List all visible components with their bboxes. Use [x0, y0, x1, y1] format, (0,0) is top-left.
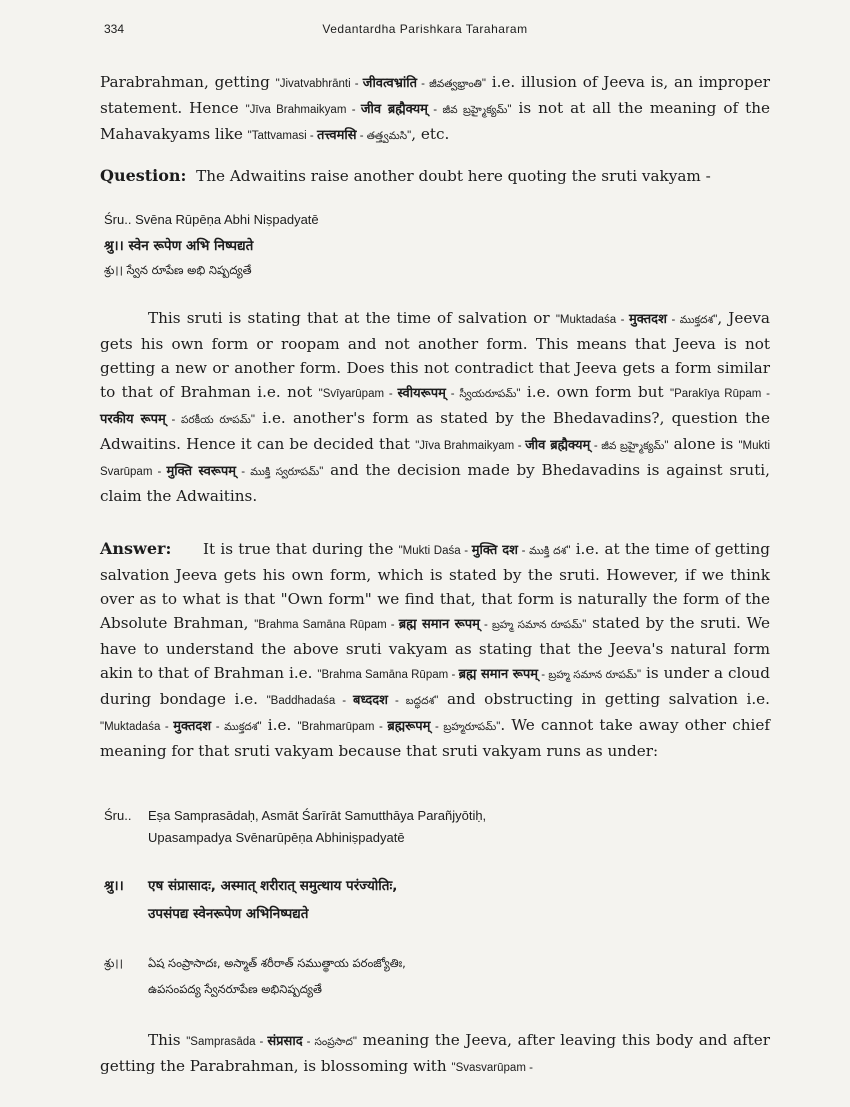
text-run: , etc.	[411, 125, 450, 143]
text-run: "Jīva Brahmaikyam -	[415, 440, 526, 452]
text-run: తత్త్వమసి	[366, 130, 408, 142]
text-run: "	[434, 695, 439, 707]
answer-paragraph	[100, 537, 770, 763]
text-run: "Brahmarūpam -	[297, 721, 388, 733]
text-run: -	[430, 721, 444, 733]
text-run: बध्ददश	[353, 693, 389, 708]
text-run: "Brahma Samāna Rūpam -	[317, 669, 459, 681]
sruti-1-telugu: శ్రు।। స్వేన రూపేణ అభి నిష్పద్యతే	[104, 263, 252, 277]
text-run: బ్రహ్మరూపమ్	[443, 721, 497, 733]
text-run: సంప్రసాద	[314, 1036, 353, 1048]
sruti-1-devanagari: श्रु।। स्वेन रूपेण अभि निष्पद्यते	[104, 238, 254, 254]
text-run: -	[518, 545, 530, 557]
text-run: This	[148, 1031, 187, 1049]
text-run: "	[713, 314, 718, 326]
text-run: is under a cloud during bondage i.e.	[100, 664, 770, 708]
text-run: పరకీయ రూపమ్	[180, 414, 251, 426]
text-run: "	[496, 721, 501, 733]
text-run: स्वीयरूपम्	[397, 386, 446, 401]
sruti-2-roman-line-2: Upasampadya Svēnarūpēṇa Abhiniṣpadyatē	[148, 830, 405, 845]
sruti-2-telugu-line-2: ఉపసంపద్య స్వేనరూపేణ అభినిష్పద్యతే	[148, 982, 322, 996]
text-run: Parabrahman, getting	[100, 73, 276, 91]
text-run: "Brahma Samāna Rūpam -	[254, 619, 399, 631]
text-run: "Mukti Svarūpam -	[100, 440, 771, 478]
paragraph-2	[100, 306, 770, 508]
text-run: i.e. at the time of getting salvation Jeeva gets his own form, which is stated by the sruti. However, if we think over as to what is that "Own form" we find that, that form is naturally the form of the Absolute Brahman,	[100, 540, 770, 632]
text-run: "	[319, 466, 324, 478]
sruti-2-devanagari-line-2: उपसंपद्य स्वेनरूपेण अभिनिष्पद्यते	[148, 906, 309, 922]
sruti-2-devanagari-line-1: श्रु।। एष संप्रासादः, अस्मात् शरीरात् समुत्थाय परंज्योतिः,	[104, 878, 398, 894]
text-run: "	[250, 414, 255, 426]
sruti-1-roman: Śru.. Svēna Rūpēṇa Abhi Niṣpadyatē	[104, 212, 319, 227]
text-run: "Muktadaśa -	[100, 721, 174, 733]
text-run: బ్రహ్మ సమాన రూపమ్	[491, 619, 583, 631]
text-run: "Parakīya Rūpam -	[670, 388, 770, 400]
text-run: It is true that during the	[203, 540, 399, 558]
text-run: जीवत्वभ्रांति	[362, 76, 417, 91]
text-run: -	[666, 314, 680, 326]
text-run: స్వీయరూపమ్	[459, 388, 517, 400]
text-run: ब्रह्म समान रूपम्	[398, 617, 480, 632]
text-run: -	[417, 78, 430, 90]
text-run: ముక్తి దశ	[529, 545, 567, 557]
running-header-title: Vedantardha Parishkara Taraharam	[322, 22, 528, 36]
text-run: and the decision made by Bhedavadins is against sruti, claim the Adwaitins.	[100, 461, 770, 505]
text-run: जीव ब्रह्मैक्यम्	[360, 102, 428, 117]
text-run: "Svīyarūpam -	[318, 388, 398, 400]
text-run: -	[388, 695, 406, 707]
text-run: "	[352, 1036, 357, 1048]
text-run: "	[516, 388, 521, 400]
text-run: "Svasvarūpam -	[451, 1062, 533, 1074]
text-run: and obstructing in getting salvation i.e.	[438, 690, 770, 708]
text-run: -	[590, 440, 602, 452]
text-run: -	[211, 721, 225, 733]
text-run: -	[538, 669, 549, 681]
paragraph-4	[100, 1028, 770, 1080]
text-run: -	[479, 619, 492, 631]
text-run: "Mukti Daśa -	[398, 545, 472, 557]
text-run: -	[356, 130, 367, 142]
text-run: జీవత్వభ్రాంతి	[429, 78, 482, 90]
text-run: This sruti is stating that at the time of salvation or	[148, 309, 556, 327]
text-run: , Jeeva gets his own form or roopam and not another form. This means that Jeeva is not getting a new or another form. Does this not contradict that Jeeva gets a form similar to that of Brahman i.e. not	[100, 309, 770, 401]
text-run: "Muktadaśa -	[555, 314, 630, 326]
answer-label: Answer:	[100, 539, 172, 558]
text-run: "Jivatvabhrānti -	[275, 78, 363, 90]
text-run: stated by the sruti. We have to understand the above sruti vakyam as stating that the Jeeva's natural form akin to that of Brahman i.e.	[100, 614, 770, 682]
text-run: "Baddhadaśa -	[266, 695, 354, 707]
text-run: ముక్తదశ	[679, 314, 714, 326]
text-run: -	[427, 104, 443, 116]
text-run: "	[481, 78, 486, 90]
text-run: i.e. own form but	[520, 383, 671, 401]
text-run: परकीय रूपम्	[100, 412, 166, 427]
text-run: "Jīva Brahmaikyam -	[245, 104, 361, 116]
text-run: . We cannot take away other chief meaning for that sruti vakyam because that sruti vakyam runs as under:	[100, 716, 770, 760]
question-paragraph	[100, 164, 770, 188]
text-run: "	[582, 619, 587, 631]
text-run: मुक्ति दश	[471, 543, 518, 558]
text-run: -	[165, 414, 181, 426]
text-run: ब्रह्मरूपम्	[387, 719, 431, 734]
text-run: मुक्तदश	[173, 719, 212, 734]
text-run: संप्रसाद	[267, 1034, 303, 1049]
text-run: "Tattvamasi -	[247, 130, 317, 142]
text-run: -	[236, 466, 251, 478]
paragraph-1	[100, 70, 770, 148]
text-run: meaning the Jeeva, after leaving this body and after getting the Parabrahman, is blossoming with	[100, 1031, 770, 1075]
text-run: ब्रह्म समान रूपम्	[458, 667, 539, 682]
text-run: जीव ब्रह्मैक्यम्	[525, 438, 591, 453]
text-run: तत्त्वमसि	[316, 128, 357, 143]
text-run: i.e. another's form as stated by the Bhedavadins?, question the Adwaitins. Hence it can be decided that	[100, 409, 770, 453]
text-run: బ్రహ్మ సమాన రూపమ్	[548, 669, 638, 681]
text-run: i.e.	[261, 716, 298, 734]
text-run: "	[507, 104, 512, 116]
question-label: Question:	[100, 166, 187, 185]
page-number: 334	[104, 22, 125, 36]
text-run: జీవ బ్రహ్మైక్యమ్	[601, 440, 665, 452]
text-run: alone is	[668, 435, 739, 453]
sruti-2-telugu-line-1: శ్రు।। ఏష సంప్రాసాదః, అస్మాత్ శరీరాత్ సముత్థాయ పరంజ్యోతిః,	[104, 956, 406, 970]
text-run: -	[302, 1036, 315, 1048]
text-run: జీవ బ్రహ్మైక్యమ్	[442, 104, 508, 116]
question-text: The Adwaitins raise another doubt here quoting the sruti vakyam -	[196, 167, 711, 185]
text-run: मुक्तदश	[629, 312, 667, 327]
text-run: ముక్తి స్వరూపమ్	[250, 466, 320, 478]
text-run: "	[407, 130, 412, 142]
text-run: "	[664, 440, 669, 452]
text-run: ముక్తదశ	[224, 721, 258, 733]
text-run: -	[445, 388, 460, 400]
text-run: is not at all the meaning of the Mahavakyams like	[100, 99, 770, 143]
sruti-2-roman-line-1: Śru.. Eṣa Samprasādaḥ, Asmāt Śarīrāt Samutthāya Parañjyōtiḥ,	[104, 808, 487, 823]
text-run: "Samprasāda -	[186, 1036, 268, 1048]
answer-text	[100, 540, 770, 760]
text-run: "	[637, 669, 642, 681]
text-run: "	[566, 545, 571, 557]
text-run: मुक्ति स्वरूपम्	[166, 464, 237, 479]
text-run: i.e. illusion of Jeeva is, an improper statement. Hence	[100, 73, 770, 117]
text-run: బద్ధదశ	[405, 695, 435, 707]
text-run: "	[257, 721, 262, 733]
